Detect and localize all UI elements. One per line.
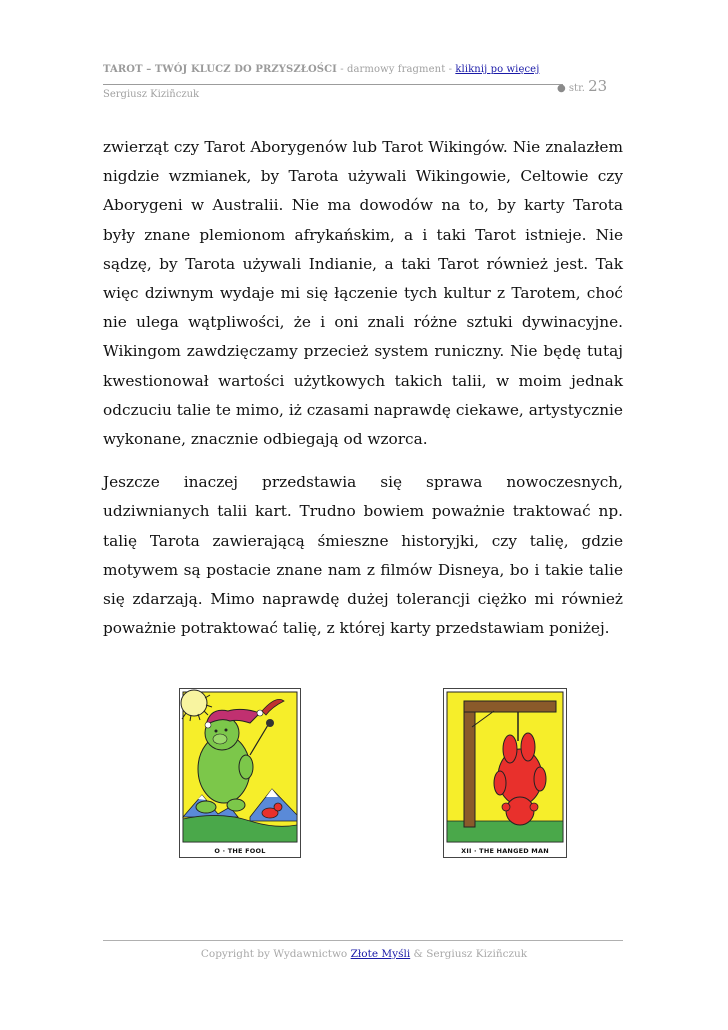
paragraph: Jeszcze inaczej przedstawia się sprawa nowoczesnych, udziwnianych talii kart. Trudno bowiem poważnie traktować np. talię Tarota zawierającą śmieszne historyjki, czy talię, gdzie motywem są postacie znane nam z filmów Disneya, bo i takie talie się zdarzają. Mimo naprawdę dużej tolerancji ciężko mi również poważnie potraktować talię, z której karty przedstawiam poniżej.	[103, 473, 623, 638]
page-footer	[0, 948, 728, 960]
hanged-man-card-label: XII · THE HANGED MAN	[461, 847, 549, 855]
fool-card-image	[179, 688, 301, 858]
header-divider	[103, 84, 563, 85]
footer-divider	[103, 940, 623, 941]
page-number	[557, 77, 607, 95]
body-text	[103, 133, 623, 643]
more-link[interactable]: kliknij po więcej	[455, 64, 540, 75]
hanged-man-card-image	[443, 688, 567, 858]
publisher-link[interactable]: Złote Myśli	[350, 948, 411, 960]
footer-copyright: Copyright by Wydawnictwo	[200, 948, 351, 960]
header-author: Sergiusz Kiziñczuk	[103, 89, 200, 100]
bullet-icon: ●	[557, 83, 566, 94]
paragraph: zwierząt czy Tarot Aborygenów lub Tarot Wikingów. Nie znalazłem nigdzie wzmianek, by Tarota używali Wikingowie, Celtowie czy Aborygeni w Australii. Nie ma dowodów na to, by karty Tarota były znane plemionom afrykańskim, a i taki Tarot istnieje. Nie sądzę, by Tarota używali Indianie, a taki Tarot również jest. Tak więc dziwnym wydaje mi się łączenie tych kultur z Tarotem, choć nie ulega wątpliwości, że i oni znali różne sztuki dywinacyjne. Wikingom zawdzięczamy przecież system runiczny. Nie będę tutaj kwestionował wartości użytkowych takich talii, w moim jednak odczuciu talie te mimo, iż czasami naprawdę ciekawe, artystycznie wykonane, znacznie odbiegają od wzorca.	[103, 138, 623, 449]
page-number-value: 23	[588, 77, 608, 95]
fool-card-label: O · THE FOOL	[214, 847, 266, 855]
page-label: str.	[568, 83, 585, 94]
header-line	[103, 64, 623, 75]
footer-author: & Sergiusz Kiziñczuk	[410, 948, 528, 960]
book-title: TAROT – TWÓJ KLUCZ DO PRZYSZŁOŚCI	[103, 64, 337, 75]
free-fragment-label: - darmowy fragment -	[336, 64, 456, 75]
hanged-man-card-illustration	[444, 689, 566, 857]
fool-card-illustration	[180, 689, 300, 857]
